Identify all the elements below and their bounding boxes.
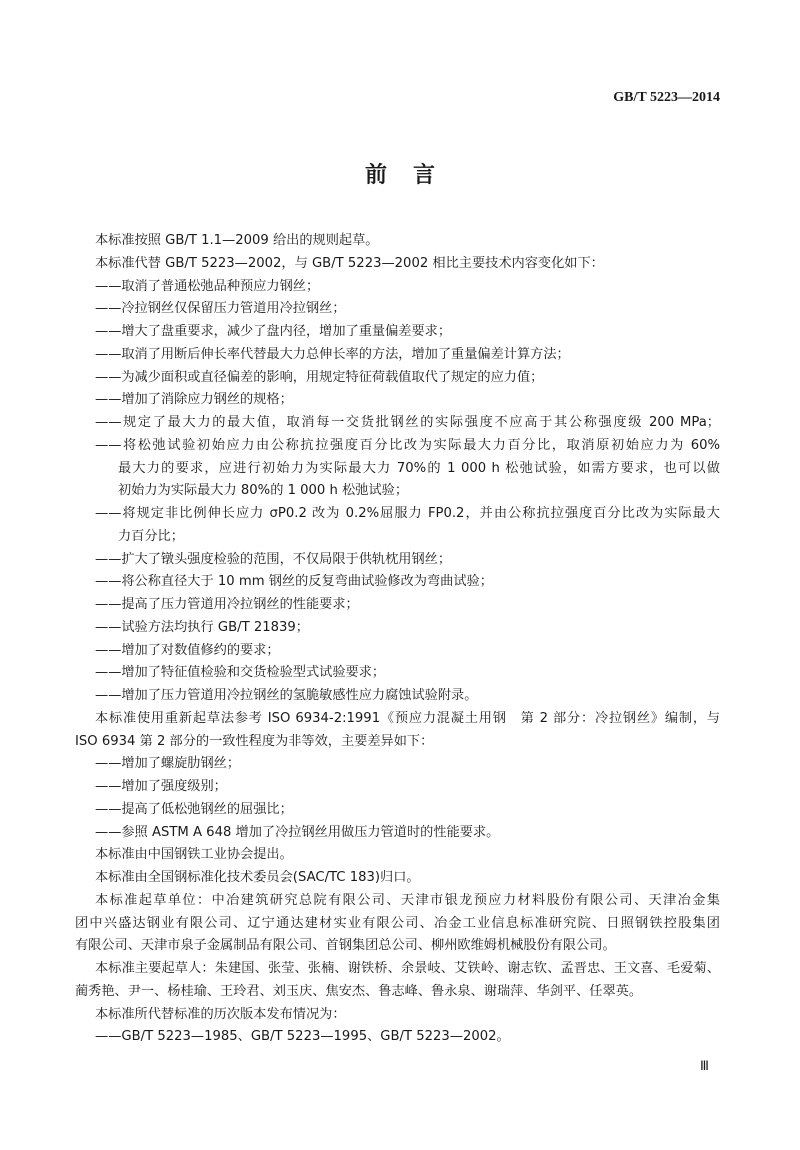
paragraph-line: 力百分比； — [118, 528, 184, 544]
paragraph-line: 本标准主要起草人：朱建国、张莹、张楠、谢铁桥、余景岐、艾铁岭、谢志钦、孟晋忠、王文喜、毛爱菊、 — [95, 961, 720, 976]
list-item-line: ——提高了压力管道用冷拉钢丝的性能要求； — [95, 597, 359, 612]
list-item-line: ——增大了盘重要求，减少了盘内径，增加了重量偏差要求； — [95, 324, 452, 339]
page-number: Ⅲ — [700, 1058, 709, 1073]
list-item-line: ——增加了强度级别； — [95, 779, 227, 794]
list-item-line: ——参照 ASTM A 648 增加了冷拉钢丝用做压力管道时的性能要求。 — [95, 824, 500, 840]
paragraph-line: 本标准按照 GB/T 1.1—2009 给出的规则起草。 — [95, 233, 379, 248]
paragraph-line: 最大力的要求，应进行初始力为实际最大力 70%的 1 000 h 松弛试验，如需方要求，也可以做 — [118, 460, 720, 476]
list-item-line: ——增加了螺旋肋钢丝； — [95, 756, 241, 772]
list-item-line: ——提高了低松弛钢丝的屈强比； — [95, 801, 293, 817]
list-item-line: ——取消了用断后伸长率代替最大力总伸长率的方法，增加了重量偏差计算方法； — [95, 346, 570, 362]
paragraph-line: 本标准由全国钢标准化技术委员会(SAC/TC 183)归口。 — [95, 870, 420, 885]
standard-number: GB/T 5223—2014 — [613, 90, 720, 105]
list-item-line: ——增加了对数值修约的要求； — [95, 642, 280, 658]
list-item-line: ——增加了特征值检验和交货检验型式试验要求； — [95, 665, 386, 681]
list-item-line: ——取消了普通松弛品种预应力钢丝； — [95, 278, 320, 294]
list-item-line: ——增加了压力管道用冷拉钢丝的氢脆敏感性应力腐蚀试验附录。 — [95, 688, 478, 703]
paragraph-line: 本标准使用重新起草法参考 ISO 6934-2:1991《预应力混凝土用钢 第 2 部分：冷拉钢丝》编制，与 — [95, 710, 720, 726]
list-item-line: ——GB/T 5223—1985、GB/T 5223—1995、GB/T 5223—2002。 — [95, 1029, 510, 1045]
paragraph-line: 本标准由中国钢铁工业协会提出。 — [95, 847, 293, 863]
list-item-line: ——将规定非比例伸长应力 σP0.2 改为 0.2%屈服力 FP0.2，并由公称抗拉强度百分比改为实际最大 — [95, 506, 720, 521]
list-item-line: ——将松弛试验初始应力由公称抗拉强度百分比改为实际最大力百分比，取消原初始应力为 60% — [95, 437, 720, 453]
paragraph-line: 有限公司、天津市泉子金属制品有限公司、首钢集团总公司、柳州欧维姆机械股份有限公司。 — [75, 938, 616, 954]
list-item-line: ——为减少面积或直径偏差的影响，用规定特征荷载值取代了规定的应力值； — [95, 369, 544, 385]
paragraph-line: 初始力为实际最大力 80%的 1 000 h 松弛试验； — [118, 483, 409, 499]
paragraph-line: ISO 6934 第 2 部分的一致性程度为非等效，主要差异如下： — [75, 733, 434, 749]
paragraph-line: 蔺秀艳、尹一、杨桂瑜、王玲君、刘玉庆、焦安杰、鲁志峰、鲁永泉、谢瑞萍、华剑平、任翠英。 — [75, 983, 643, 999]
paragraph-line: 本标准代替 GB/T 5223—2002，与 GB/T 5223—2002 相比主要技术内容变化如下： — [95, 255, 604, 271]
list-item-line: ——冷拉钢丝仅保留压力管道用冷拉钢丝； — [95, 301, 346, 317]
list-item-line: ——试验方法均执行 GB/T 21839； — [95, 619, 309, 635]
paragraph-line: 本标准所代替标准的历次版本发布情况为： — [95, 1006, 346, 1022]
paragraph-line: 团中兴盛达钢业有限公司、辽宁通达建材实业有限公司、冶金工业信息标准研究院、日照钢铁控股集团 — [75, 915, 720, 931]
page-title: 前言 — [364, 163, 461, 188]
list-item-line: ——规定了最大力的最大值，取消每一交货批钢丝的实际强度不应高于其公称强度级 200 MPa； — [95, 415, 720, 430]
list-item-line: ——增加了消除应力钢丝的规格； — [95, 392, 293, 408]
paragraph-line: 本标准起草单位：中冶建筑研究总院有限公司、天津市银龙预应力材料股份有限公司、天津冶金集 — [95, 892, 720, 908]
list-item-line: ——扩大了镦头强度检验的范围，不仅局限于供轨枕用钢丝； — [95, 551, 452, 567]
list-item-line: ——将公称直径大于 10 mm 钢丝的反复弯曲试验修改为弯曲试验； — [95, 574, 493, 590]
